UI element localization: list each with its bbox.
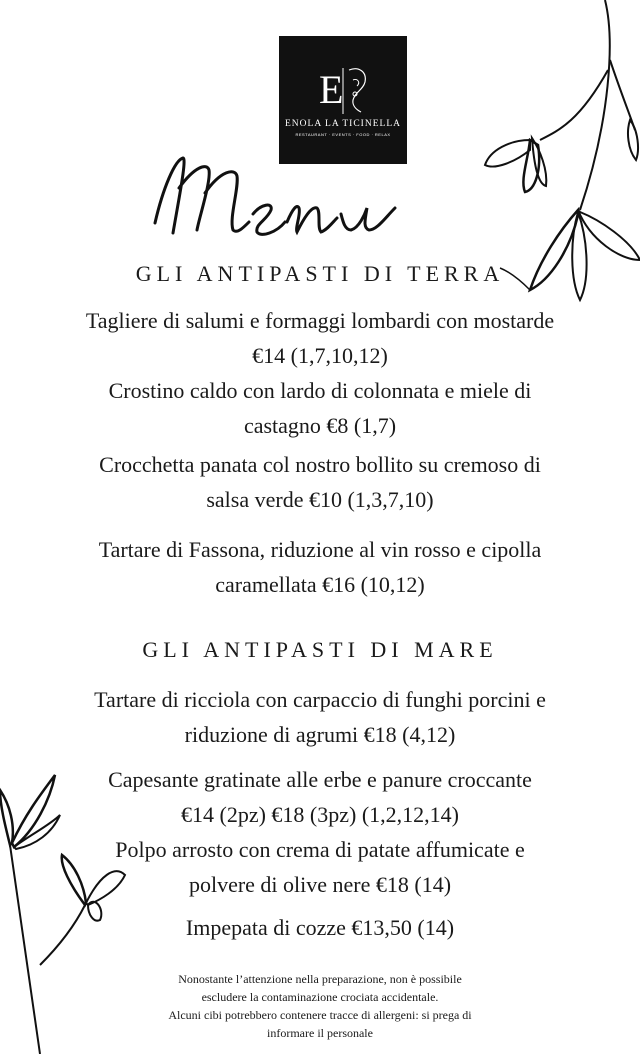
- menu-item-line: Tartare di Fassona, riduzione al vin rosso e cipolla: [98, 537, 542, 562]
- menu-item: [20, 373, 620, 443]
- footnote-line: Alcuni cibi potrebbero contenere tracce di allergeni: si prega di: [168, 1008, 472, 1022]
- section-title-terra: GLI ANTIPASTI DI TERRA: [135, 261, 505, 286]
- logo-name: ENOLA LA TICINELLA: [285, 119, 401, 129]
- menu-item: [20, 762, 620, 832]
- menu-item: [20, 910, 620, 945]
- menu-item-line: riduzione di agrumi €18 (4,12): [184, 722, 456, 747]
- footnote-line: escludere la contaminazione crociata accidentale.: [201, 990, 439, 1004]
- allergen-footnote: [90, 970, 550, 1042]
- menu-item-line: castagno €8 (1,7): [243, 413, 397, 438]
- menu-item-line: €14 (1,7,10,12): [252, 343, 388, 368]
- menu-script-text: Menu: [145, 148, 148, 149]
- footnote-line: Nonostante l’attenzione nella preparazione, non è possibile: [178, 972, 462, 986]
- menu-item-line: Impepata di cozze €13,50 (14): [185, 915, 455, 940]
- menu-item-line: Polpo arrosto con crema di patate affumicate e: [115, 837, 525, 862]
- footnote-line: informare il personale: [267, 1026, 373, 1040]
- menu-item: [20, 682, 620, 752]
- menu-item: [20, 303, 620, 373]
- menu-item-line: €14 (2pz) €18 (3pz) (1,2,12,14): [181, 802, 459, 827]
- menu-item-line: Tartare di ricciola con carpaccio di funghi porcini e: [94, 687, 546, 712]
- menu-item-line: polvere di olive nere €18 (14): [188, 872, 452, 897]
- menu-item: [20, 447, 620, 517]
- menu-item-line: salsa verde €10 (1,3,7,10): [206, 487, 434, 512]
- menu-item-line: caramellata €16 (10,12): [215, 572, 425, 597]
- menu-item-line: Capesante gratinate alle erbe e panure croccante: [108, 767, 532, 792]
- menu-script-heading: [145, 148, 415, 248]
- menu-item: [20, 532, 620, 602]
- menu-item-line: Tagliere di salumi e formaggi lombardi con mostarde: [85, 308, 555, 333]
- logo-tagline: RESTAURANT · EVENTS · FOOD · RELAX: [295, 132, 391, 137]
- menu-item-line: Crostino caldo con lardo di colonnata e miele di: [108, 378, 532, 403]
- menu-item: [20, 832, 620, 902]
- section-title-mare: GLI ANTIPASTI DI MARE: [142, 637, 498, 662]
- logo-letter: E: [319, 67, 344, 112]
- menu-item-line: Crocchetta panata col nostro bollito su cremoso di: [99, 452, 541, 477]
- restaurant-logo: [279, 36, 407, 164]
